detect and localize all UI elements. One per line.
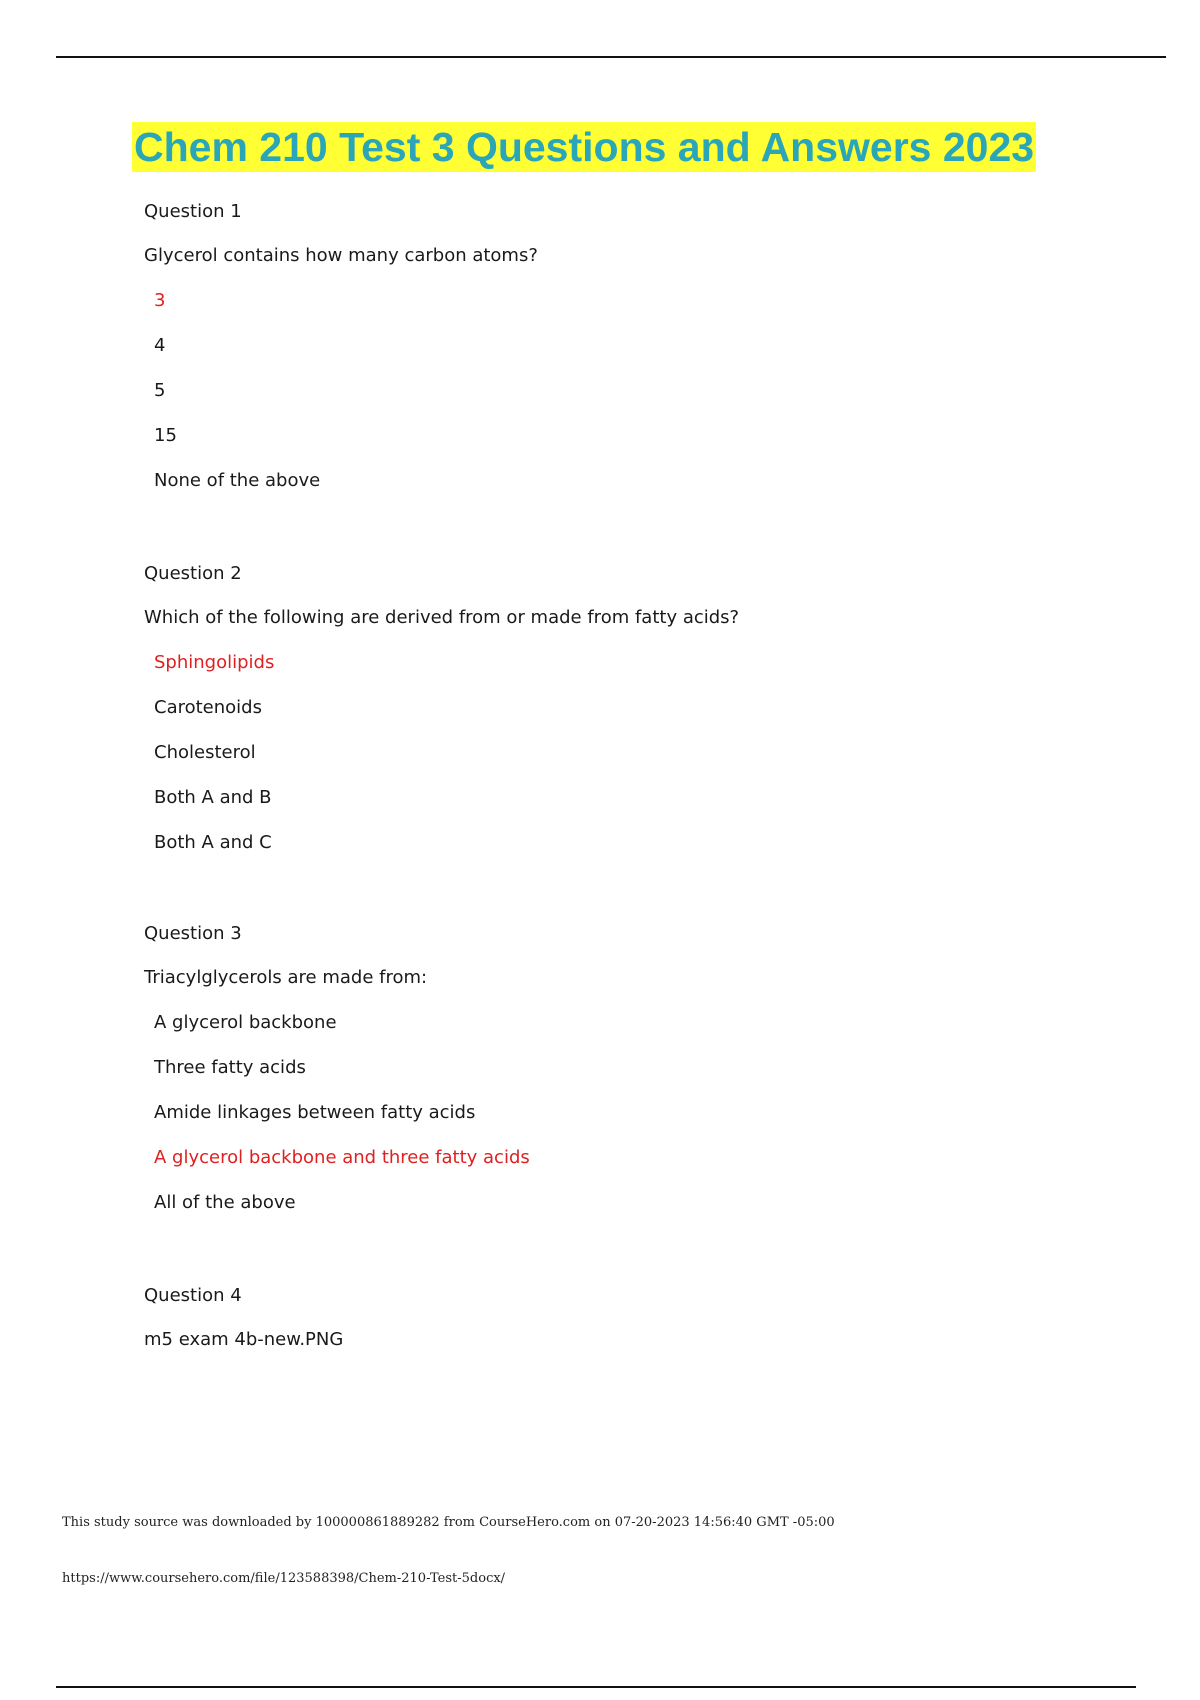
source-url: https://www.coursehero.com/file/123588398/Chem-210-Test-5docx/ bbox=[62, 1571, 506, 1586]
answer-options bbox=[144, 651, 739, 855]
question-label: Question 2 bbox=[144, 563, 242, 584]
top-rule bbox=[56, 56, 1166, 58]
question-4 bbox=[144, 1284, 343, 1352]
question-prompt: Which of the following are derived from or made from fatty acids? bbox=[144, 607, 740, 628]
question-label: Question 1 bbox=[144, 201, 242, 222]
answer-option: A glycerol backbone and three fatty acids bbox=[154, 1147, 530, 1168]
answer-option: 3 bbox=[154, 290, 166, 311]
answer-option: Cholesterol bbox=[154, 742, 256, 763]
answer-options bbox=[144, 1011, 530, 1215]
download-source-notice: This study source was downloaded by 100000861889282 from CourseHero.com on 07-20-2023 14:56:40 GMT -05:00 bbox=[62, 1515, 835, 1530]
answer-option: 4 bbox=[154, 335, 166, 356]
answer-options bbox=[144, 289, 538, 493]
document-title: Chem 210 Test 3 Questions and Answers 2023 bbox=[134, 124, 1035, 170]
bottom-rule bbox=[56, 1686, 1136, 1688]
answer-option: 15 bbox=[154, 425, 177, 446]
answer-option: Carotenoids bbox=[154, 697, 262, 718]
answer-option: Both A and C bbox=[154, 832, 272, 853]
answer-option: Three fatty acids bbox=[154, 1057, 306, 1078]
question-image-filename: m5 exam 4b-new.PNG bbox=[144, 1329, 344, 1350]
answer-option: Amide linkages between fatty acids bbox=[154, 1102, 476, 1123]
answer-option: None of the above bbox=[154, 470, 321, 491]
answer-option: Both A and B bbox=[154, 787, 272, 808]
answer-option: A glycerol backbone bbox=[154, 1012, 337, 1033]
question-prompt: Glycerol contains how many carbon atoms? bbox=[144, 245, 538, 266]
question-label: Question 4 bbox=[144, 1285, 242, 1306]
answer-option: Sphingolipids bbox=[154, 652, 275, 673]
question-2 bbox=[144, 562, 739, 855]
answer-option: All of the above bbox=[154, 1192, 296, 1213]
question-1 bbox=[144, 200, 538, 493]
answer-option: 5 bbox=[154, 380, 166, 401]
question-label: Question 3 bbox=[144, 923, 242, 944]
question-prompt: Triacylglycerols are made from: bbox=[144, 967, 428, 988]
question-3 bbox=[144, 922, 530, 1215]
